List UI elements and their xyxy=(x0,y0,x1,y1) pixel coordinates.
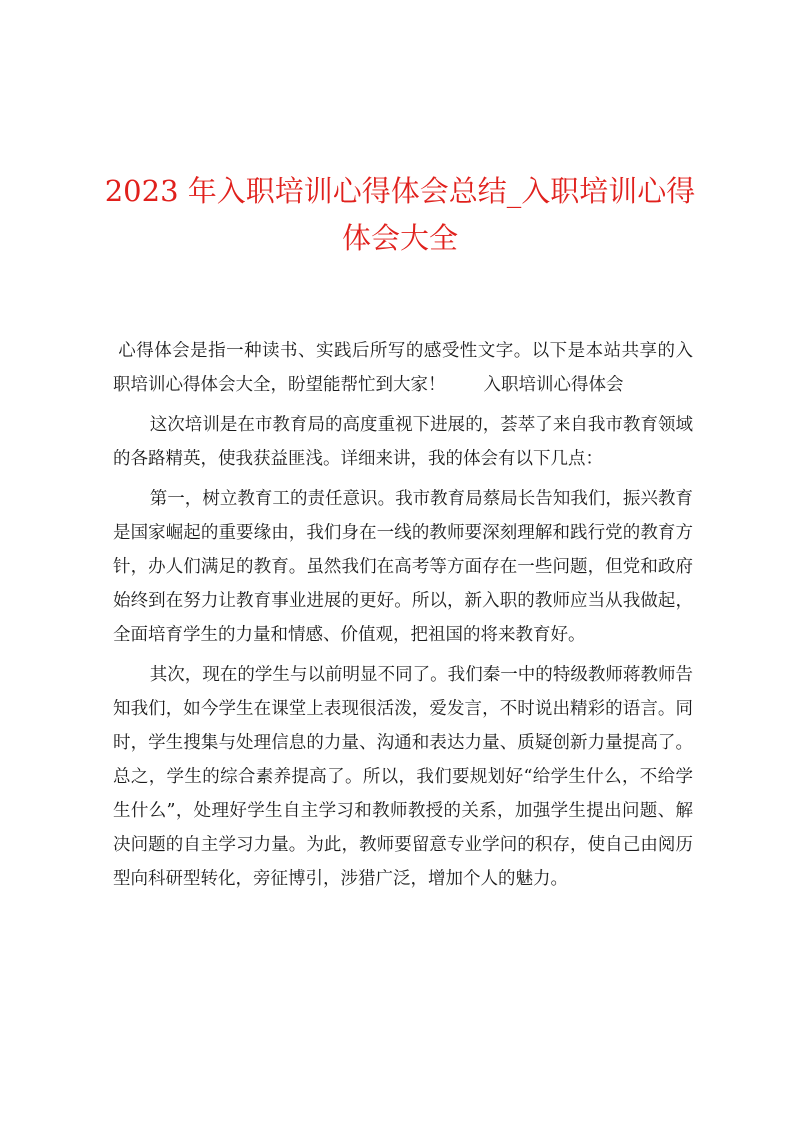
document-body xyxy=(113,334,693,902)
document-title xyxy=(90,168,710,262)
intro-text: 心得体会是指一种读书、实践后所写的感受性文字。以下是本站共享的入职培训心得体会大全，盼望能帮忙到大家！ xyxy=(113,341,693,395)
paragraph-2: 第一，树立教育工的责任意识。我市教育局蔡局长告知我们，振兴教育是国家崛起的重要缘由，我们身在一线的教师要深刻理解和践行党的教育方针，办人们满足的教育。虽然我们在高考等方面存在一些问题，但党和政府始终到在努力让教育事业进展的更好。所以，新入职的教师应当从我做起，全面培育学生的力量和情感、价值观，把祖国的将来教育好。 xyxy=(113,489,693,645)
section-heading: 入职培训心得体会 xyxy=(483,375,624,395)
title-line-2: 体会大全 xyxy=(341,221,458,255)
paragraph-3: 其次，现在的学生与以前明显不同了。我们秦一中的特级教师蒋教师告知我们，如今学生在课堂上表现很活泼，爱发言，不时说出精彩的语言。同时，学生搜集与处理信息的力量、沟通和表达力量、质疑创新力量提高了。总之，学生的综合素养提高了。所以，我们要规划好“给学生什么，不给学生什么”，处理好学生自主学习和教师教授的关系，加强学生提出问题、解决问题的自主学习力量。为此，教师要留意专业学问的积存，使自己由阅历型向科研型转化，旁征博引，涉猎广泛，增加个人的魅力。 xyxy=(113,665,693,889)
title-line-1: 2023 年入职培训心得体会总结_入职培训心得 xyxy=(104,174,696,208)
paragraph-1: 这次培训是在市教育局的高度重视下进展的，荟萃了来自我市教育领域的各路精英，使我获益匪浅。详细来讲，我的体会有以下几点： xyxy=(113,415,693,469)
intro-paragraph xyxy=(113,334,693,402)
